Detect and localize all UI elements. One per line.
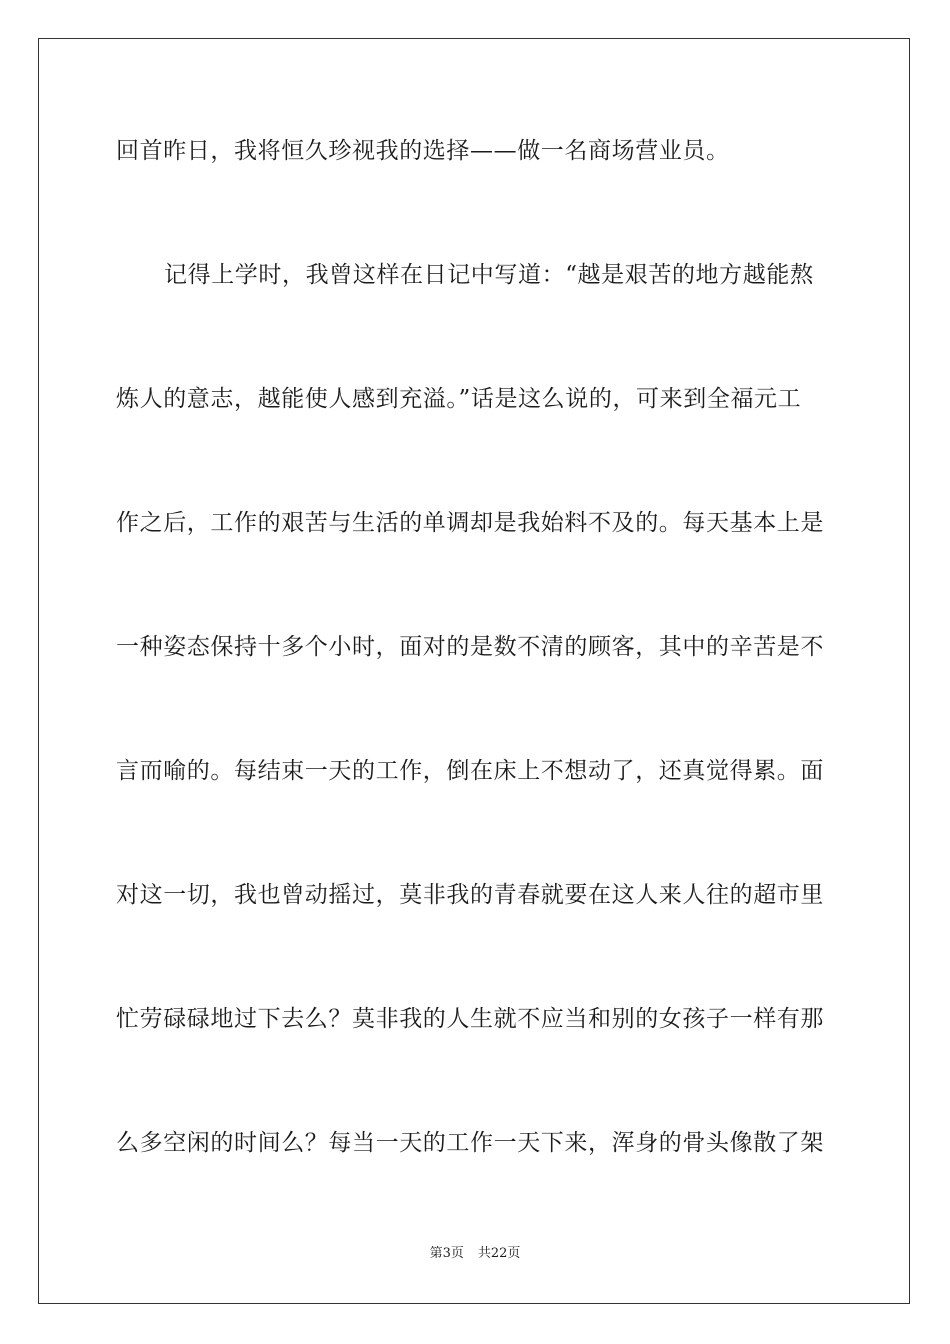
text-line-2: 记得上学时，我曾这样在日记中写道：“越是艰苦的地方越能熬 xyxy=(164,262,814,288)
total-pages: 共22页 xyxy=(477,1246,521,1261)
page-number: 第3页 xyxy=(429,1246,464,1261)
text-line-3: 炼人的意志，越能使人感到充溢。”话是这么说的，可来到全福元工 xyxy=(116,386,802,412)
text-line-8: 忙劳碌碌地过下去么？莫非我的人生就不应当和别的女孩子一样有那 xyxy=(116,1006,824,1032)
text-line-5: 一种姿态保持十多个小时，面对的是数不清的顾客，其中的辛苦是不 xyxy=(116,634,824,660)
text-line-6: 言而喻的。每结束一天的工作，倒在床上不想动了，还真觉得累。面 xyxy=(116,758,824,784)
page-footer xyxy=(0,1246,950,1262)
text-line-1: 回首昨日，我将恒久珍视我的选择——做一名商场营业员。 xyxy=(116,138,730,164)
text-line-9: 么多空闲的时间么？每当一天的工作一天下来，浑身的骨头像散了架 xyxy=(116,1130,824,1156)
page-border xyxy=(38,38,910,1304)
text-line-7: 对这一切，我也曾动摇过，莫非我的青春就要在这人来人往的超市里 xyxy=(116,882,824,908)
text-line-4: 作之后，工作的艰苦与生活的单调却是我始料不及的。每天基本上是 xyxy=(116,510,824,536)
